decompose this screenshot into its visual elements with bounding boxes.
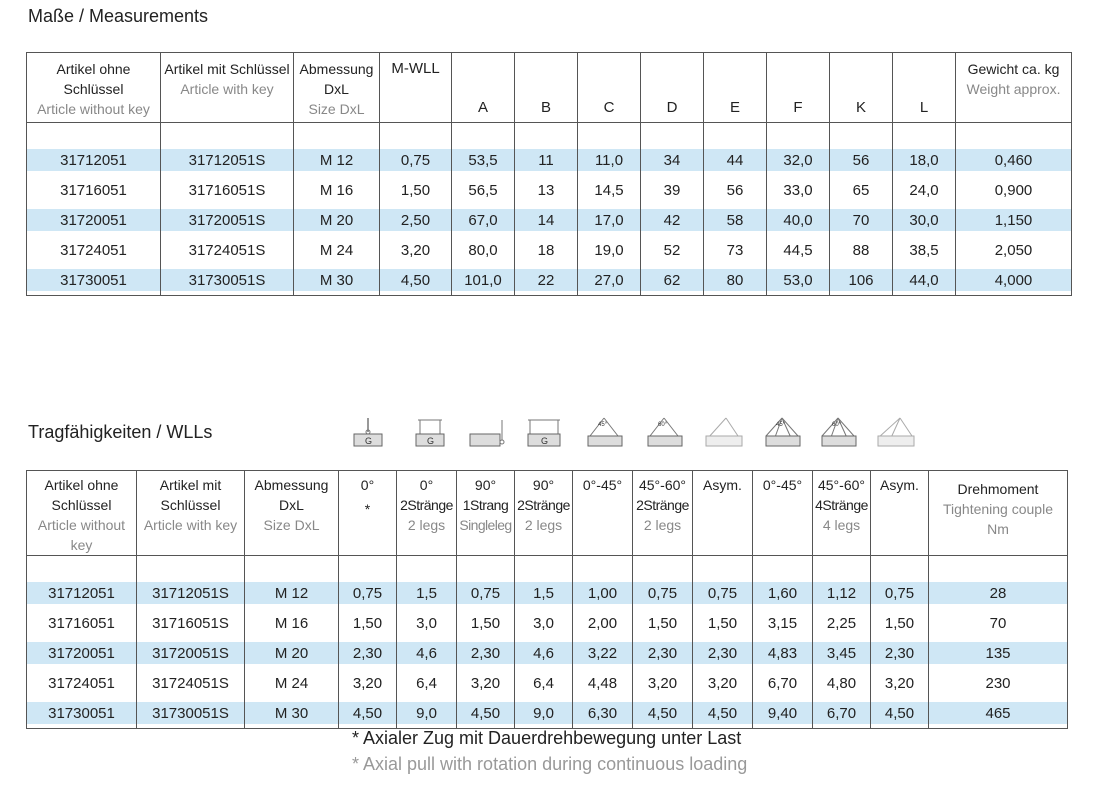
header-de-label: Abmessung: [299, 61, 374, 77]
table-cell: 0,75: [457, 578, 515, 608]
table-cell: 4,6: [397, 638, 457, 668]
table-cell: M 16: [245, 608, 339, 638]
table-cell: 14: [515, 205, 578, 235]
table-cell: 53,0: [767, 265, 830, 296]
header-en-label: 4 legs: [822, 517, 861, 533]
table-cell: 6,30: [573, 698, 633, 729]
header-line: Asym.: [703, 477, 742, 493]
table-cell: 6,4: [397, 668, 457, 698]
header-size: [245, 471, 339, 556]
table-cell: 3,20: [339, 668, 397, 698]
table-cell: 1,50: [339, 608, 397, 638]
table-cell: 2,50: [380, 205, 452, 235]
asym-4-icon: [874, 414, 924, 450]
header-de-label: 2Stränge: [517, 497, 570, 513]
table-cell: 2,050: [956, 235, 1072, 265]
table-cell: 3,20: [871, 668, 929, 698]
shackle-g-icon: [410, 414, 460, 450]
header-en-label: 2 legs: [643, 517, 682, 533]
header-de-label: 1Strang: [462, 497, 509, 513]
svg-text:60°: 60°: [832, 422, 842, 428]
table-cell: 4,000: [956, 265, 1072, 296]
table-row: [27, 698, 1068, 729]
header-de-label: Schlüssel: [160, 497, 221, 513]
table-cell: 70: [929, 608, 1068, 638]
header-en-label: Size DxL: [263, 517, 320, 533]
header-en-label: Article with key: [143, 517, 238, 533]
header-45-60deg-4legs: [813, 471, 871, 556]
header-b: B: [515, 53, 578, 123]
table-cell: 80,0: [452, 235, 515, 265]
header-l: L: [893, 53, 956, 123]
table-cell: 22: [515, 265, 578, 296]
table-cell: 13: [515, 175, 578, 205]
table-cell: 31716051S: [137, 608, 245, 638]
table-cell: 30,0: [893, 205, 956, 235]
header-de-label: Artikel ohne Schlüssel: [56, 61, 131, 97]
table-cell: 4,50: [871, 698, 929, 729]
table-cell: 31712051S: [161, 145, 294, 175]
table-cell: 0,900: [956, 175, 1072, 205]
table-cell: 2,30: [871, 638, 929, 668]
header-weight: [956, 53, 1072, 123]
table-cell: 31724051: [27, 235, 161, 265]
header-0deg: [339, 471, 397, 556]
header-de-label: Artikel mit: [159, 477, 222, 493]
header-line: 45°-60°: [817, 477, 865, 493]
table-cell: 31720051: [27, 205, 161, 235]
table-cell: M 24: [294, 235, 380, 265]
table-cell: 65: [830, 175, 893, 205]
table-cell: 1,5: [515, 578, 573, 608]
header-c: C: [578, 53, 641, 123]
header-en-label: 2 legs: [524, 517, 563, 533]
header-en-label: Tightening couple: [942, 501, 1053, 517]
header-de-label: 2Stränge: [636, 497, 689, 513]
table-cell: 1,50: [871, 608, 929, 638]
table-cell: 0,75: [871, 578, 929, 608]
table-cell: 31716051: [27, 175, 161, 205]
table-row: [27, 175, 1072, 205]
four-leg-60-icon: [818, 414, 868, 450]
header-article-with-key: [161, 53, 294, 123]
table-cell: 6,70: [813, 698, 871, 729]
table-cell: 42: [641, 205, 704, 235]
sling-icons-row: [348, 414, 928, 450]
table-cell: M 16: [294, 175, 380, 205]
table-cell: 9,0: [515, 698, 573, 729]
table-cell: 73: [704, 235, 767, 265]
table-cell: 3,20: [633, 668, 693, 698]
measurements-title: Maße / Measurements: [28, 6, 209, 26]
table-cell: 31730051: [27, 698, 137, 729]
table-cell: 106: [830, 265, 893, 296]
table-cell: 31724051S: [137, 668, 245, 698]
wll-table: [26, 470, 1068, 729]
table-cell: 2,25: [813, 608, 871, 638]
table-cell: 28: [929, 578, 1068, 608]
table-cell: 101,0: [452, 265, 515, 296]
svg-text:G: G: [427, 436, 435, 446]
table-row: [27, 145, 1072, 175]
table-cell: 31724051: [27, 668, 137, 698]
svg-text:60°: 60°: [658, 422, 668, 428]
table-cell: 1,00: [573, 578, 633, 608]
table-cell: 31724051S: [161, 235, 294, 265]
header-de-label: 4Stränge: [815, 497, 868, 513]
table-cell: 3,45: [813, 638, 871, 668]
header-a: A: [452, 53, 515, 123]
table-row: [27, 668, 1068, 698]
table-cell: 31712051: [27, 145, 161, 175]
table-cell: 1,5: [397, 578, 457, 608]
header-90deg-2legs: [515, 471, 573, 556]
table-cell: 3,20: [380, 235, 452, 265]
table-cell: 3,0: [515, 608, 573, 638]
table-cell: 62: [641, 265, 704, 296]
header-f: F: [767, 53, 830, 123]
table-row: [27, 235, 1072, 265]
table-cell: 1,12: [813, 578, 871, 608]
table-cell: 56: [704, 175, 767, 205]
table-cell: 0,75: [693, 578, 753, 608]
header-line: 0°: [360, 477, 375, 493]
header-line: 90°: [474, 477, 497, 493]
table-cell: M 12: [294, 145, 380, 175]
header-de-label: Drehmoment: [957, 481, 1039, 497]
table-cell: 3,20: [457, 668, 515, 698]
single-leg-icon: [466, 414, 516, 450]
table-cell: 11: [515, 145, 578, 175]
table-cell: 19,0: [578, 235, 641, 265]
table-cell: 31730051S: [137, 698, 245, 729]
header-asym-4: [871, 471, 929, 556]
table-cell: 0,75: [339, 578, 397, 608]
table-cell: 1,60: [753, 578, 813, 608]
table-cell: 6,70: [753, 668, 813, 698]
measurements-table: [26, 52, 1072, 296]
table-cell: 31716051: [27, 608, 137, 638]
header-de-label: Gewicht ca. kg: [967, 61, 1060, 77]
table-cell: 18: [515, 235, 578, 265]
two-leg-45-icon: [584, 414, 634, 450]
header-en-label: Weight approx.: [966, 81, 1061, 97]
table-cell: 11,0: [578, 145, 641, 175]
table-cell: 2,30: [339, 638, 397, 668]
header-line: Asym.: [880, 477, 919, 493]
svg-text:45°: 45°: [776, 422, 786, 428]
header-line: 45°-60°: [638, 477, 686, 493]
table-row: [27, 608, 1068, 638]
table-cell: 14,5: [578, 175, 641, 205]
table-cell: 53,5: [452, 145, 515, 175]
header-en-label: Article without key: [37, 517, 126, 553]
table-cell: 4,50: [633, 698, 693, 729]
header-article-without-key: [27, 53, 161, 123]
table-row: [27, 205, 1072, 235]
table-cell: 9,40: [753, 698, 813, 729]
header-de-label: Abmessung: [254, 477, 329, 493]
header-line: 0°: [419, 477, 434, 493]
table-cell: 2,00: [573, 608, 633, 638]
table-cell: 0,75: [633, 578, 693, 608]
table-cell: 0,75: [380, 145, 452, 175]
table-cell: 465: [929, 698, 1068, 729]
table-cell: 31712051: [27, 578, 137, 608]
hook-g-icon: [348, 414, 398, 450]
header-torque: [929, 471, 1068, 556]
header-line: *: [364, 501, 371, 517]
table-cell: 3,0: [397, 608, 457, 638]
header-45-60deg-2legs: [633, 471, 693, 556]
table-cell: M 24: [245, 668, 339, 698]
header-m-wll: M-WLL: [380, 53, 452, 123]
header-asym: [693, 471, 753, 556]
table-cell: 52: [641, 235, 704, 265]
two-leg-60-icon: [644, 414, 694, 450]
table-cell: 31716051S: [161, 175, 294, 205]
table-cell: 58: [704, 205, 767, 235]
table-cell: 31720051: [27, 638, 137, 668]
table-cell: 4,48: [573, 668, 633, 698]
table-cell: 56: [830, 145, 893, 175]
table-cell: 230: [929, 668, 1068, 698]
table-cell: 31720051S: [137, 638, 245, 668]
table-cell: 80: [704, 265, 767, 296]
header-line: 90°: [532, 477, 555, 493]
table-cell: 44,5: [767, 235, 830, 265]
table-cell: 4,50: [457, 698, 515, 729]
header-en-label: Singleleg: [459, 517, 512, 533]
table-cell: 31730051S: [161, 265, 294, 296]
table-cell: M 30: [294, 265, 380, 296]
table-row: [27, 578, 1068, 608]
svg-text:G: G: [365, 436, 373, 446]
table-cell: 17,0: [578, 205, 641, 235]
header-en-label: Size DxL: [308, 101, 365, 117]
table-cell: 31730051: [27, 265, 161, 296]
header-k: K: [830, 53, 893, 123]
header-de-label: DxL: [279, 497, 304, 513]
table-cell: 34: [641, 145, 704, 175]
two-leg-g-icon: [524, 414, 574, 450]
wll-title: Tragfähigkeiten / WLLs: [28, 422, 213, 442]
header-line: 0°-45°: [762, 477, 803, 493]
table-cell: M 20: [294, 205, 380, 235]
table-cell: 1,50: [693, 608, 753, 638]
table-cell: 2,30: [633, 638, 693, 668]
table-cell: 3,15: [753, 608, 813, 638]
table-cell: 1,50: [633, 608, 693, 638]
header-90deg-single: [457, 471, 515, 556]
table-cell: 88: [830, 235, 893, 265]
header-en-label: Article without key: [37, 101, 150, 117]
header-d: D: [641, 53, 704, 123]
header-de-label: DxL: [324, 81, 349, 97]
table-cell: 39: [641, 175, 704, 205]
table-cell: 18,0: [893, 145, 956, 175]
header-article-with-key: [137, 471, 245, 556]
table-cell: 31712051S: [137, 578, 245, 608]
table-cell: 2,30: [457, 638, 515, 668]
table-cell: 9,0: [397, 698, 457, 729]
svg-text:G: G: [541, 436, 549, 446]
header-en-label: 2 legs: [407, 517, 446, 533]
table-cell: 4,83: [753, 638, 813, 668]
table-cell: 3,20: [693, 668, 753, 698]
footnote-de: * Axialer Zug mit Dauerdrehbewegung unter Last: [352, 728, 742, 748]
table-cell: 3,22: [573, 638, 633, 668]
header-article-without-key: [27, 471, 137, 556]
table-cell: 70: [830, 205, 893, 235]
table-cell: 135: [929, 638, 1068, 668]
table-cell: M 12: [245, 578, 339, 608]
header-size: [294, 53, 380, 123]
table-cell: 44: [704, 145, 767, 175]
header-de-label: Artikel mit Schlüssel: [164, 61, 290, 77]
table-row: [27, 638, 1068, 668]
table-cell: 4,6: [515, 638, 573, 668]
header-de-label: 2Stränge: [400, 497, 453, 513]
table-row: [27, 265, 1072, 296]
table-cell: 6,4: [515, 668, 573, 698]
header-e: E: [704, 53, 767, 123]
table-cell: M 20: [245, 638, 339, 668]
header-en-label: Nm: [987, 521, 1009, 537]
table-cell: 32,0: [767, 145, 830, 175]
header-0-45deg: [573, 471, 633, 556]
table-cell: 1,50: [380, 175, 452, 205]
header-line: 0°-45°: [582, 477, 623, 493]
table-cell: 38,5: [893, 235, 956, 265]
header-de-label: Schlüssel: [51, 497, 112, 513]
table-cell: 2,30: [693, 638, 753, 668]
asym-icon: [702, 414, 752, 450]
four-leg-45-icon: [762, 414, 812, 450]
table-cell: 4,50: [380, 265, 452, 296]
footnote-en: * Axial pull with rotation during continuous loading: [352, 754, 748, 774]
table-cell: 27,0: [578, 265, 641, 296]
table-cell: 56,5: [452, 175, 515, 205]
header-de-label: Artikel ohne: [44, 477, 119, 493]
table-cell: 33,0: [767, 175, 830, 205]
table-cell: 4,80: [813, 668, 871, 698]
header-0-45deg-4: [753, 471, 813, 556]
table-cell: 40,0: [767, 205, 830, 235]
table-cell: 4,50: [339, 698, 397, 729]
table-cell: 0,460: [956, 145, 1072, 175]
header-0deg-2legs: [397, 471, 457, 556]
table-cell: 31720051S: [161, 205, 294, 235]
table-cell: 67,0: [452, 205, 515, 235]
table-cell: 4,50: [693, 698, 753, 729]
table-cell: M 30: [245, 698, 339, 729]
table-cell: 24,0: [893, 175, 956, 205]
svg-text:45°: 45°: [598, 422, 608, 428]
table-cell: 1,150: [956, 205, 1072, 235]
table-cell: 44,0: [893, 265, 956, 296]
header-en-label: Article with key: [180, 81, 274, 97]
table-cell: 1,50: [457, 608, 515, 638]
